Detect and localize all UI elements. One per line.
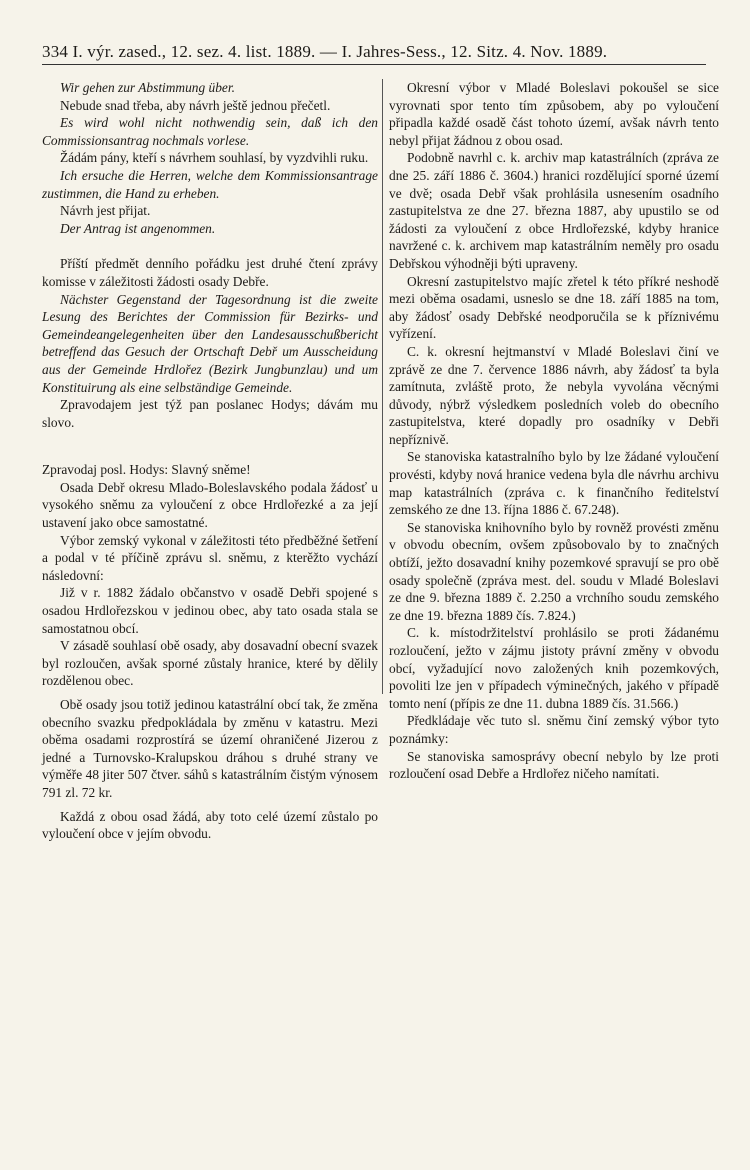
left-paragraph: Žádám pány, kteří s návrhem souhlasí, by vyzdvihli ruku. xyxy=(60,150,369,166)
right-paragraph: Podobně navrhl c. k. archiv map katastrálních (zpráva ze dne 25. září 1886 č. 3604.) hranici rozdělující sporné území ve dvě; osada Debř však prohlásila usnesením osadního zastupitelstva ze dne 27. března 1887, aby upustilo se od žádosti za vyloučení z obce Hrdlořezské, kdyby hranice navržené c. k. archivem map katastrálním neměly pro osadu Debřskou výhodněji býti upraveny. xyxy=(389,150,719,271)
left-paragraph: Zpravodaj posl. Hodys: Slavný sněme! xyxy=(42,462,251,478)
text-columns xyxy=(42,79,720,1139)
column-divider xyxy=(382,79,383,694)
left-paragraph: Návrh jest přijat. xyxy=(60,203,151,219)
right-paragraph: Se stanoviska samosprávy obecní nebylo by lze proti rozloučení osad Debře a Hrdlořez ničeho namítati. xyxy=(389,748,719,782)
left-column xyxy=(42,79,378,843)
left-paragraph: Ich ersuche die Herren, welche dem Kommissionsantrage zustimmen, die Hand zu erheben. xyxy=(42,167,378,201)
right-column xyxy=(389,79,719,783)
left-paragraph: Zpravodajem jest týž pan poslanec Hodys; dávám mu slovo. xyxy=(42,397,378,430)
right-paragraph: Se stanoviska knihovního bylo by rovněž provésti změnu v obvodu obecním, ovšem způsobovalo by to značných obtíží, ježto dosavadní knihy pozemkové spravují se pro obě osady společně (zpráva mest. del. soudu v Mladé Boleslavi ze dne 9. března 1889 č. 2.250 a vrchního soudu zemského ze dne 19. března 1889 čís. 7.824.) xyxy=(389,519,719,623)
left-paragraph: Der Antrag ist angenommen. xyxy=(60,220,216,236)
right-paragraph: Se stanoviska katastralního bylo by lze žádané vyloučení provésti, kdyby nová hranice vedena byla dle návrhu archivu map katastrálních (zpráva c. k finančního ředitelství zemského ze dne 13. října 1886 č. 67.248). xyxy=(389,449,719,518)
left-paragraph: Obě osady jsou totiž jedinou katastrální obcí tak, že změna obecního svazku předpokládala by změnu v katastru. Mezi oběma osadami rozprostírá se území ohraničené Jizerou z jedné a Turnovsko-Kralupskou dráhou s druhé strany ve výměře 48 jiter 507 čtver. sáhů s katastrálním čistým výnosem 791 zl. 72 kr. xyxy=(42,697,378,800)
right-paragraph: C. k. místodržitelství prohlásilo se proti žádanému rozloučení, ježto v zájmu jistoty právní změny v obvodu obcí, vyžadující novo založených knih pozemkových, povoliti lze jen v případech výminečných, jakého v případě tomto není (přípis ze dne 11. dubna 1889 čís. 31.566.) xyxy=(389,625,719,711)
left-paragraph: V zásadě souhlasí obě osady, aby dosavadní obecní svazek byl rozloučen, avšak sporné zůstaly hranice, které by dělily rozdělenou obec. xyxy=(42,638,378,689)
right-paragraph: Okresní výbor v Mladé Boleslavi pokoušel se sice vyrovnati spor tento tím způsobem, aby po vyloučení připadla každé osadě část tohoto území, avšak návrh tento nebyl přijat žádnou z obou osad. xyxy=(389,80,719,148)
left-paragraph: Wir gehen zur Abstimmung über. xyxy=(60,80,235,95)
left-paragraph: Osada Debř okresu Mlado-Boleslavského podala žádosť u vysokého sněmu za vyloučení z obce Hrdlořezké a za její ustavení jako obce samostatné. xyxy=(42,479,378,531)
right-paragraph: Předkládaje věc tuto sl. sněmu činí zemský výbor tyto poznámky: xyxy=(389,713,719,746)
left-paragraph: Es wird wohl nicht nothwendig sein, daß ich den Commissionsantrag nochmals vorlese. xyxy=(42,115,378,148)
left-paragraph: Nächster Gegenstand der Tagesordnung ist die zweite Lesung des Berichtes der Commission für Bezirks- und Gemeindeangelegenheiten über den Landesausschußbericht betreffend das Gesuch der Ortschaft Debř um Ausscheidung aus der Gemeinde Hrdlořez (Bezirk Jungbunzlau) und um Konstituirung als eine selbständige Gemeinde. xyxy=(42,291,378,395)
page-header: 334 I. výr. zased., 12. sez. 4. list. 1889. — I. Jahres-Sess., 12. Sitz. 4. Nov. 1889. xyxy=(42,42,706,65)
left-paragraph: Příští předmět denního pořádku jest druhé čtení zprávy komisse v záležitosti žádosti osady Debře. xyxy=(42,256,378,289)
left-paragraph: Nebude snad třeba, aby návrh ještě jednou přečetl. xyxy=(60,97,331,113)
right-paragraph: C. k. okresní hejtmanství v Mladé Boleslavi činí ve zprávě ze dne 7. července 1886 návrh, aby žádosť ta byla zamítnuta, zvláště proto, že nebyla vyvolána věcnými důvody, nýbrž výsledkem posledních voleb do obecního zastupitelstva, které dopadly pro osadníky v Debři nepříznivě. xyxy=(389,343,719,447)
left-paragraph: Již v r. 1882 žádalo občanstvo v osadě Debři spojené s osadou Hrdlořezskou v jedinou obec, aby tato osada stala se samostatnou obcí. xyxy=(42,585,378,636)
right-paragraph: Okresní zastupitelstvo majíc zřetel k této příkré neshodě mezi oběma osadami, usneslo se dne 18. září 1885 na tom, aby žádosť osady Debřské neodporučila se k příznivému vyřízení. xyxy=(389,273,719,342)
left-paragraph: Výbor zemský vykonal v záležitosti této předběžné šetření a podal v té příčině zprávu sl. sněmu, z kterěžto vychází následovní: xyxy=(42,532,378,583)
left-paragraph: Každá z obou osad žádá, aby toto celé území zůstalo po vyloučení obce v jejím obvodu. xyxy=(42,808,378,842)
